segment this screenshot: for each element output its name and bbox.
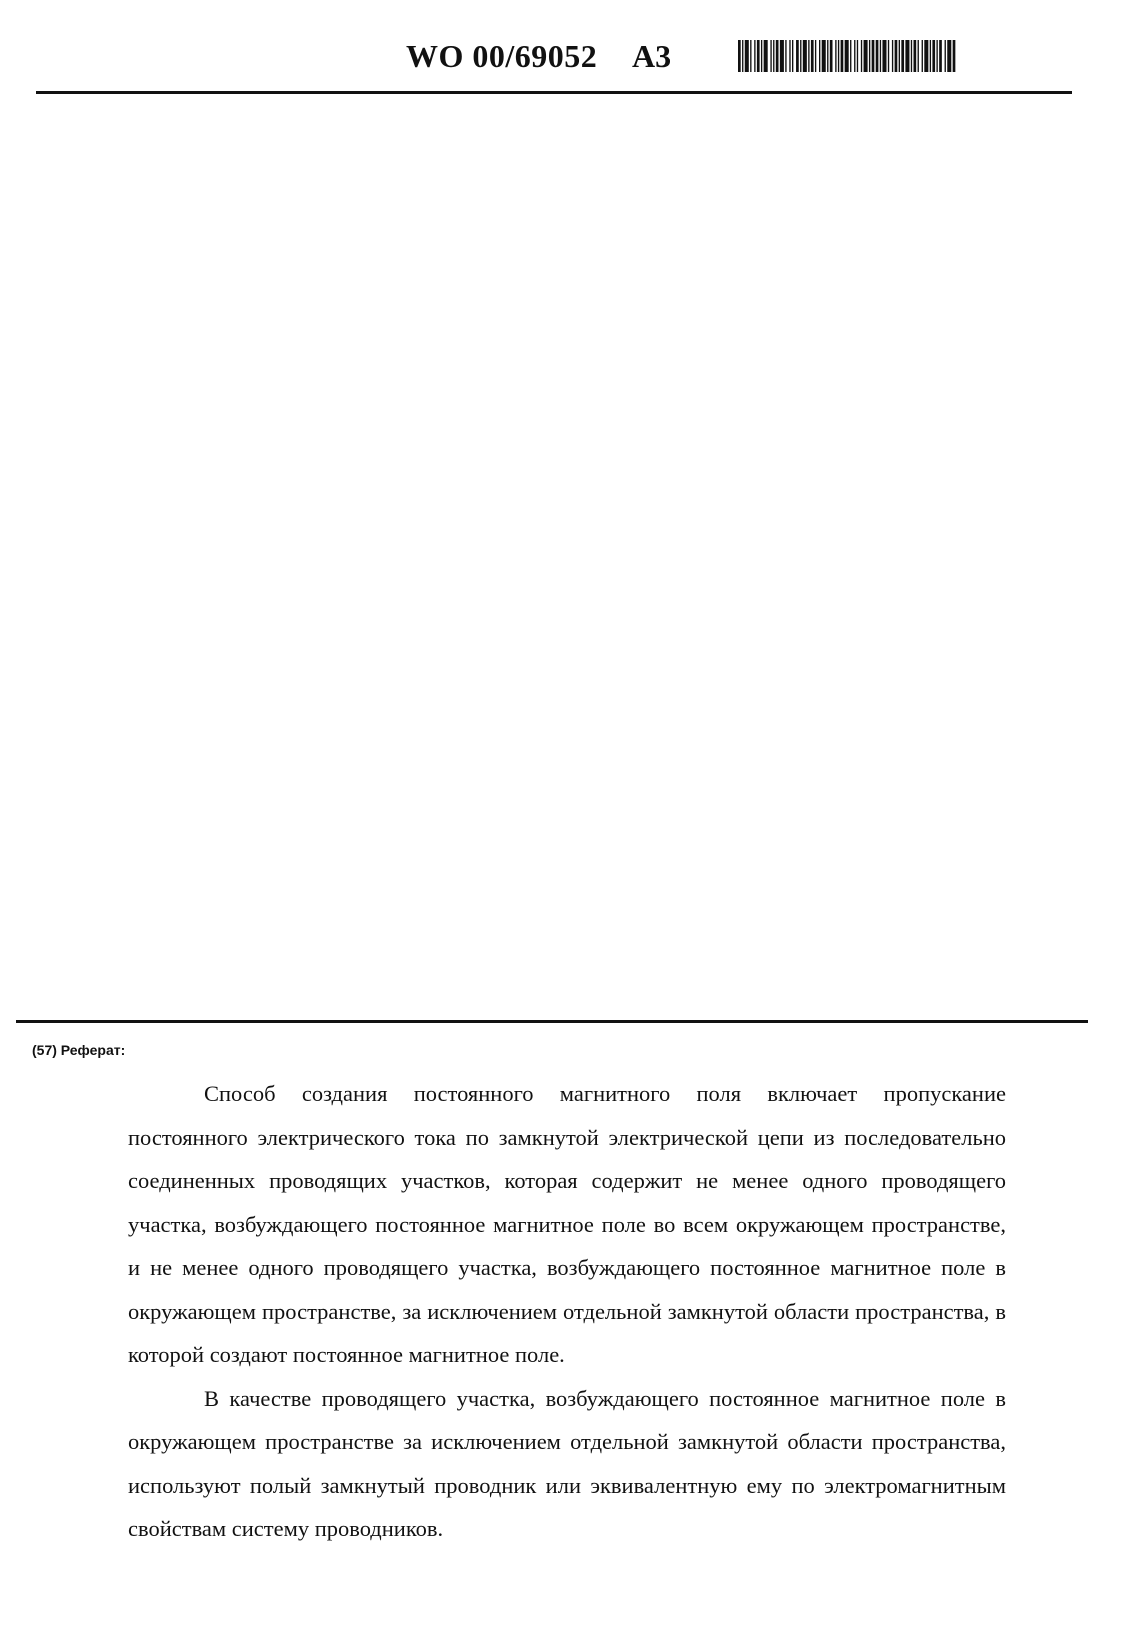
document-header (0, 0, 1121, 100)
header-rule (36, 91, 1072, 94)
abstract-paragraph-2: В качестве проводящего участка, возбуждающего постоянное магнитное поле в окружающем пространстве за исключением отдельной замкнутой области пространства, используют полый замкнутый проводник или эквивалентную ему по электромагнитным свойствам систему проводников. (128, 1385, 1006, 1541)
abstract-label: (57) Реферат: (32, 1042, 126, 1058)
abstract-separator-rule (16, 1020, 1088, 1023)
barcode (738, 40, 1064, 72)
abstract-body (128, 1072, 1006, 1551)
abstract-paragraph-1: Способ создания постоянного магнитного поля включает пропускание постоянного электрического тока по замкнутой электрической цепи из последовательно соединенных проводящих участков, которая содержит не менее одного проводящего участка, возбуждающего постоянное магнитное поле во всем окружающем пространстве, и не менее одного проводящего участка, возбуждающего постоянное магнитное поле в окружающем пространстве, за исключением отдельной замкнутой области пространства, в которой создают постоянное магнитное поле. (128, 1081, 1006, 1367)
kind-code: A3 (632, 38, 672, 74)
publication-number: WO 00/69052 (406, 38, 598, 74)
